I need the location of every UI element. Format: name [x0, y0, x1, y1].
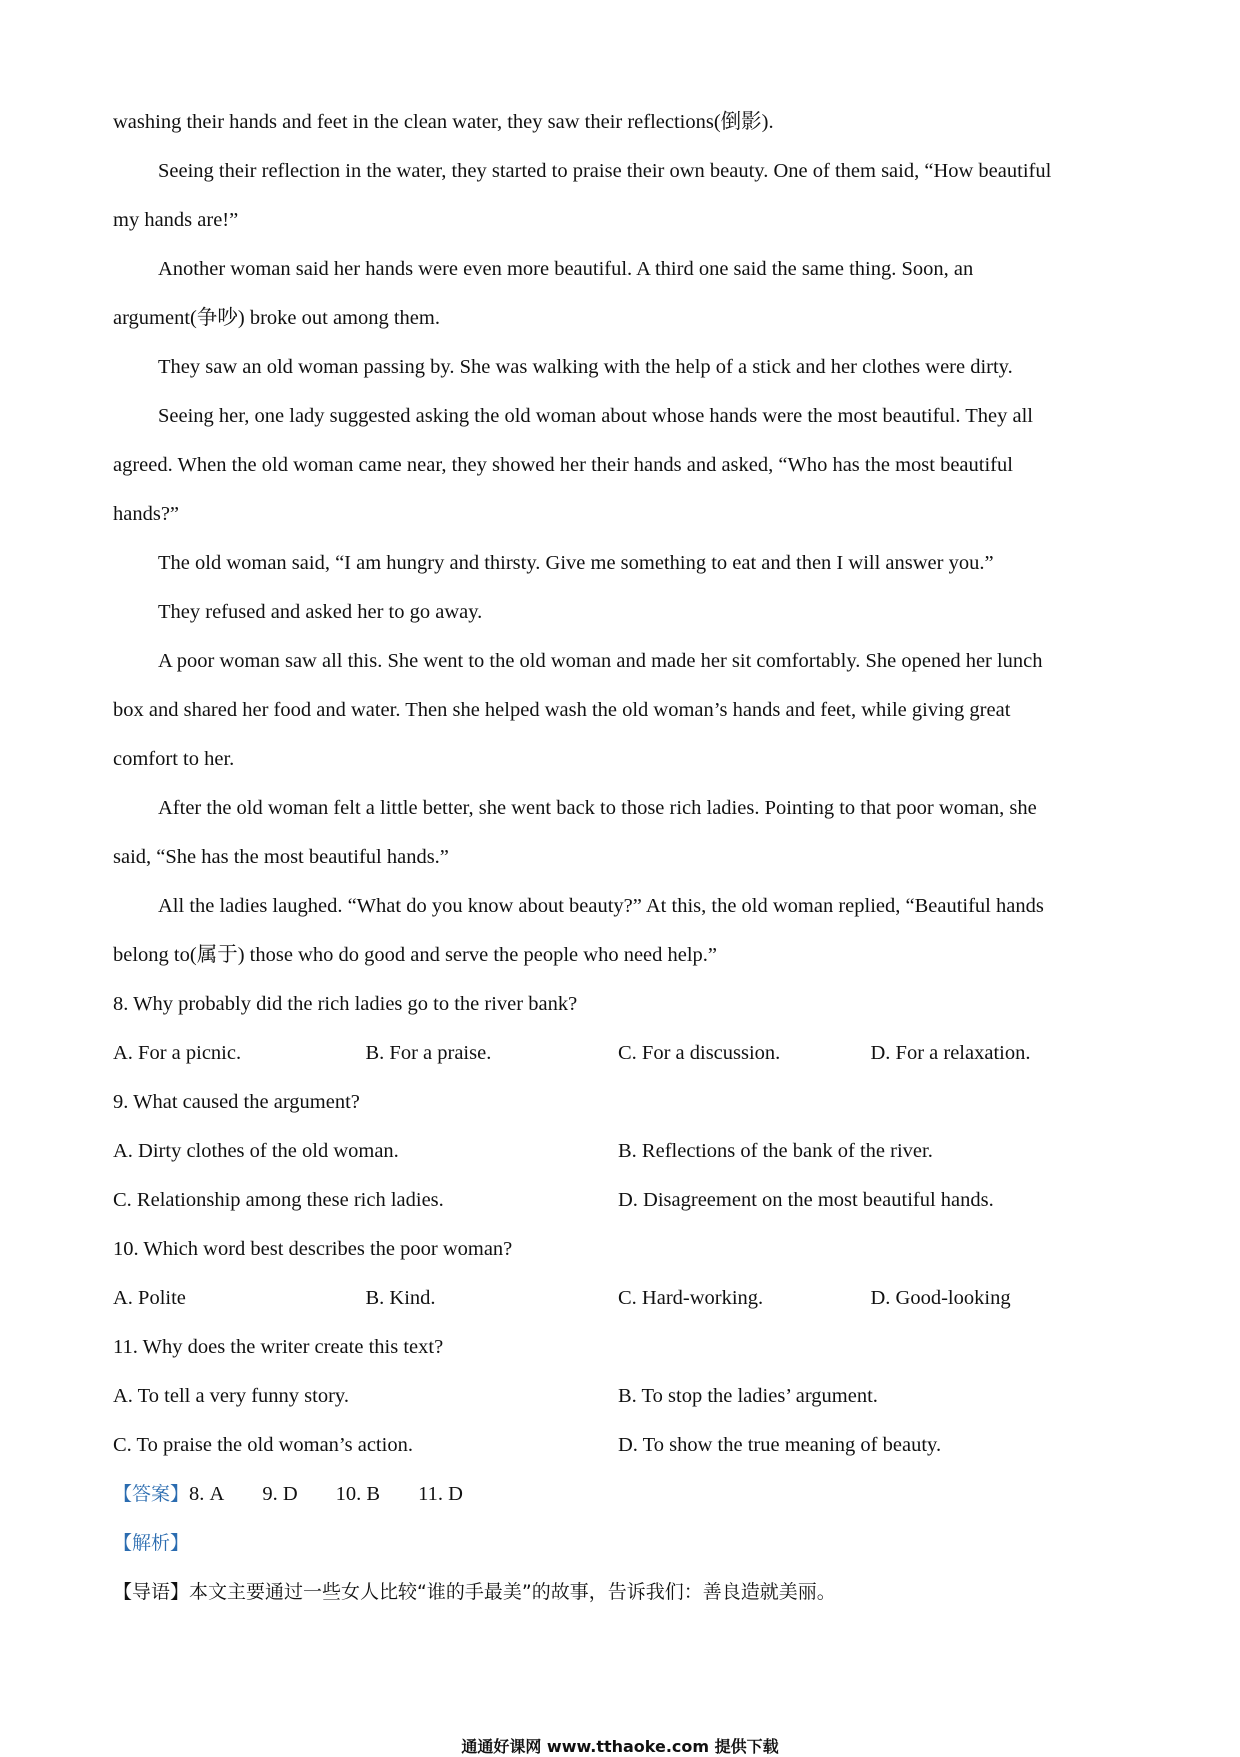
option-d: D. To show the true meaning of beauty. — [618, 1434, 942, 1456]
option-b: B. Kind. — [365, 1287, 436, 1309]
answer-line — [113, 1470, 1123, 1519]
passage-line: They saw an old woman passing by. She was walking with the help of a stick and her clothes were dirty. — [158, 356, 1013, 378]
option-c: C. Relationship among these rich ladies. — [113, 1189, 444, 1211]
option-c: C. For a discussion. — [618, 1042, 781, 1064]
passage-line: A poor woman saw all this. She went to the old woman and made her sit comfortably. She opened her lunch — [158, 650, 1043, 672]
option-b: B. For a praise. — [365, 1042, 492, 1064]
option-a: A. To tell a very funny story. — [113, 1385, 349, 1407]
passage-line: my hands are!” — [113, 209, 239, 231]
option-a: A. Polite — [113, 1287, 186, 1309]
analysis-line — [113, 1519, 1123, 1568]
passage-line: After the old woman felt a little better, she went back to those rich ladies. Pointing to that poor woman, she — [158, 797, 1037, 819]
passage-line: argument(争吵) broke out among them. — [113, 307, 440, 329]
question-stem: 9. What caused the argument? — [113, 1091, 360, 1113]
intro-line — [113, 1568, 1123, 1617]
question-stem: 8. Why probably did the rich ladies go to the river bank? — [113, 993, 578, 1015]
passage-line: washing their hands and feet in the clean water, they saw their reflections(倒影). — [113, 111, 774, 133]
question-stem: 11. Why does the writer create this text? — [113, 1336, 444, 1358]
passage-line: comfort to her. — [113, 748, 235, 770]
option-b: B. To stop the ladies’ argument. — [618, 1385, 878, 1407]
document-page — [113, 98, 1123, 1617]
answer-item: 11. D — [418, 1483, 463, 1505]
option-d: D. Disagreement on the most beautiful hands. — [618, 1189, 994, 1211]
answer-label: 【答案】 — [113, 1483, 190, 1505]
passage-line: They refused and asked her to go away. — [158, 601, 483, 623]
passage-line: Seeing their reflection in the water, they started to praise their own beauty. One of them said, “How beautiful — [158, 160, 1052, 182]
analysis-label: 【解析】 — [113, 1532, 190, 1554]
option-row — [113, 1029, 1123, 1078]
option-row — [113, 1421, 1123, 1470]
option-d: D. For a relaxation. — [870, 1042, 1031, 1064]
passage-line: All the ladies laughed. “What do you know about beauty?” At this, the old woman replied, “Beautiful hands — [158, 895, 1044, 917]
option-row — [113, 1274, 1123, 1323]
page-footer: 通通好课网 www.tthaoke.com 提供下载 — [461, 1737, 779, 1756]
intro-label: 【导语】 — [113, 1581, 190, 1603]
answer-item: 8. A — [189, 1483, 225, 1505]
option-row — [113, 1176, 1123, 1225]
option-b: B. Reflections of the bank of the river. — [618, 1140, 933, 1162]
option-a: A. For a picnic. — [113, 1042, 242, 1064]
passage-line: The old woman said, “I am hungry and thirsty. Give me something to eat and then I will answer you.” — [158, 552, 994, 574]
intro-text: 本文主要通过一些女人比较“谁的手最美”的故事，告诉我们：善良造就美丽。 — [189, 1581, 836, 1603]
passage-line: Seeing her, one lady suggested asking the old woman about whose hands were the most beautiful. They all — [158, 405, 1033, 427]
passage-line: Another woman said her hands were even more beautiful. A third one said the same thing. Soon, an — [158, 258, 974, 280]
passage-line: said, “She has the most beautiful hands.” — [113, 846, 449, 868]
passage-line: hands?” — [113, 503, 180, 525]
passage-line: belong to(属于) those who do good and serve the people who need help.” — [113, 944, 718, 966]
passage-line: agreed. When the old woman came near, they showed her their hands and asked, “Who has the most beautiful — [113, 454, 1013, 476]
question-stem: 10. Which word best describes the poor woman? — [113, 1238, 513, 1260]
option-a: A. Dirty clothes of the old woman. — [113, 1140, 399, 1162]
answer-item: 10. B — [335, 1483, 381, 1505]
passage-line: box and shared her food and water. Then she helped wash the old woman’s hands and feet, while giving great — [113, 699, 1011, 721]
answer-item: 9. D — [262, 1483, 298, 1505]
option-d: D. Good-looking — [870, 1287, 1011, 1309]
option-c: C. Hard-working. — [618, 1287, 764, 1309]
option-row — [113, 1127, 1123, 1176]
option-row — [113, 1372, 1123, 1421]
option-c: C. To praise the old woman’s action. — [113, 1434, 413, 1456]
